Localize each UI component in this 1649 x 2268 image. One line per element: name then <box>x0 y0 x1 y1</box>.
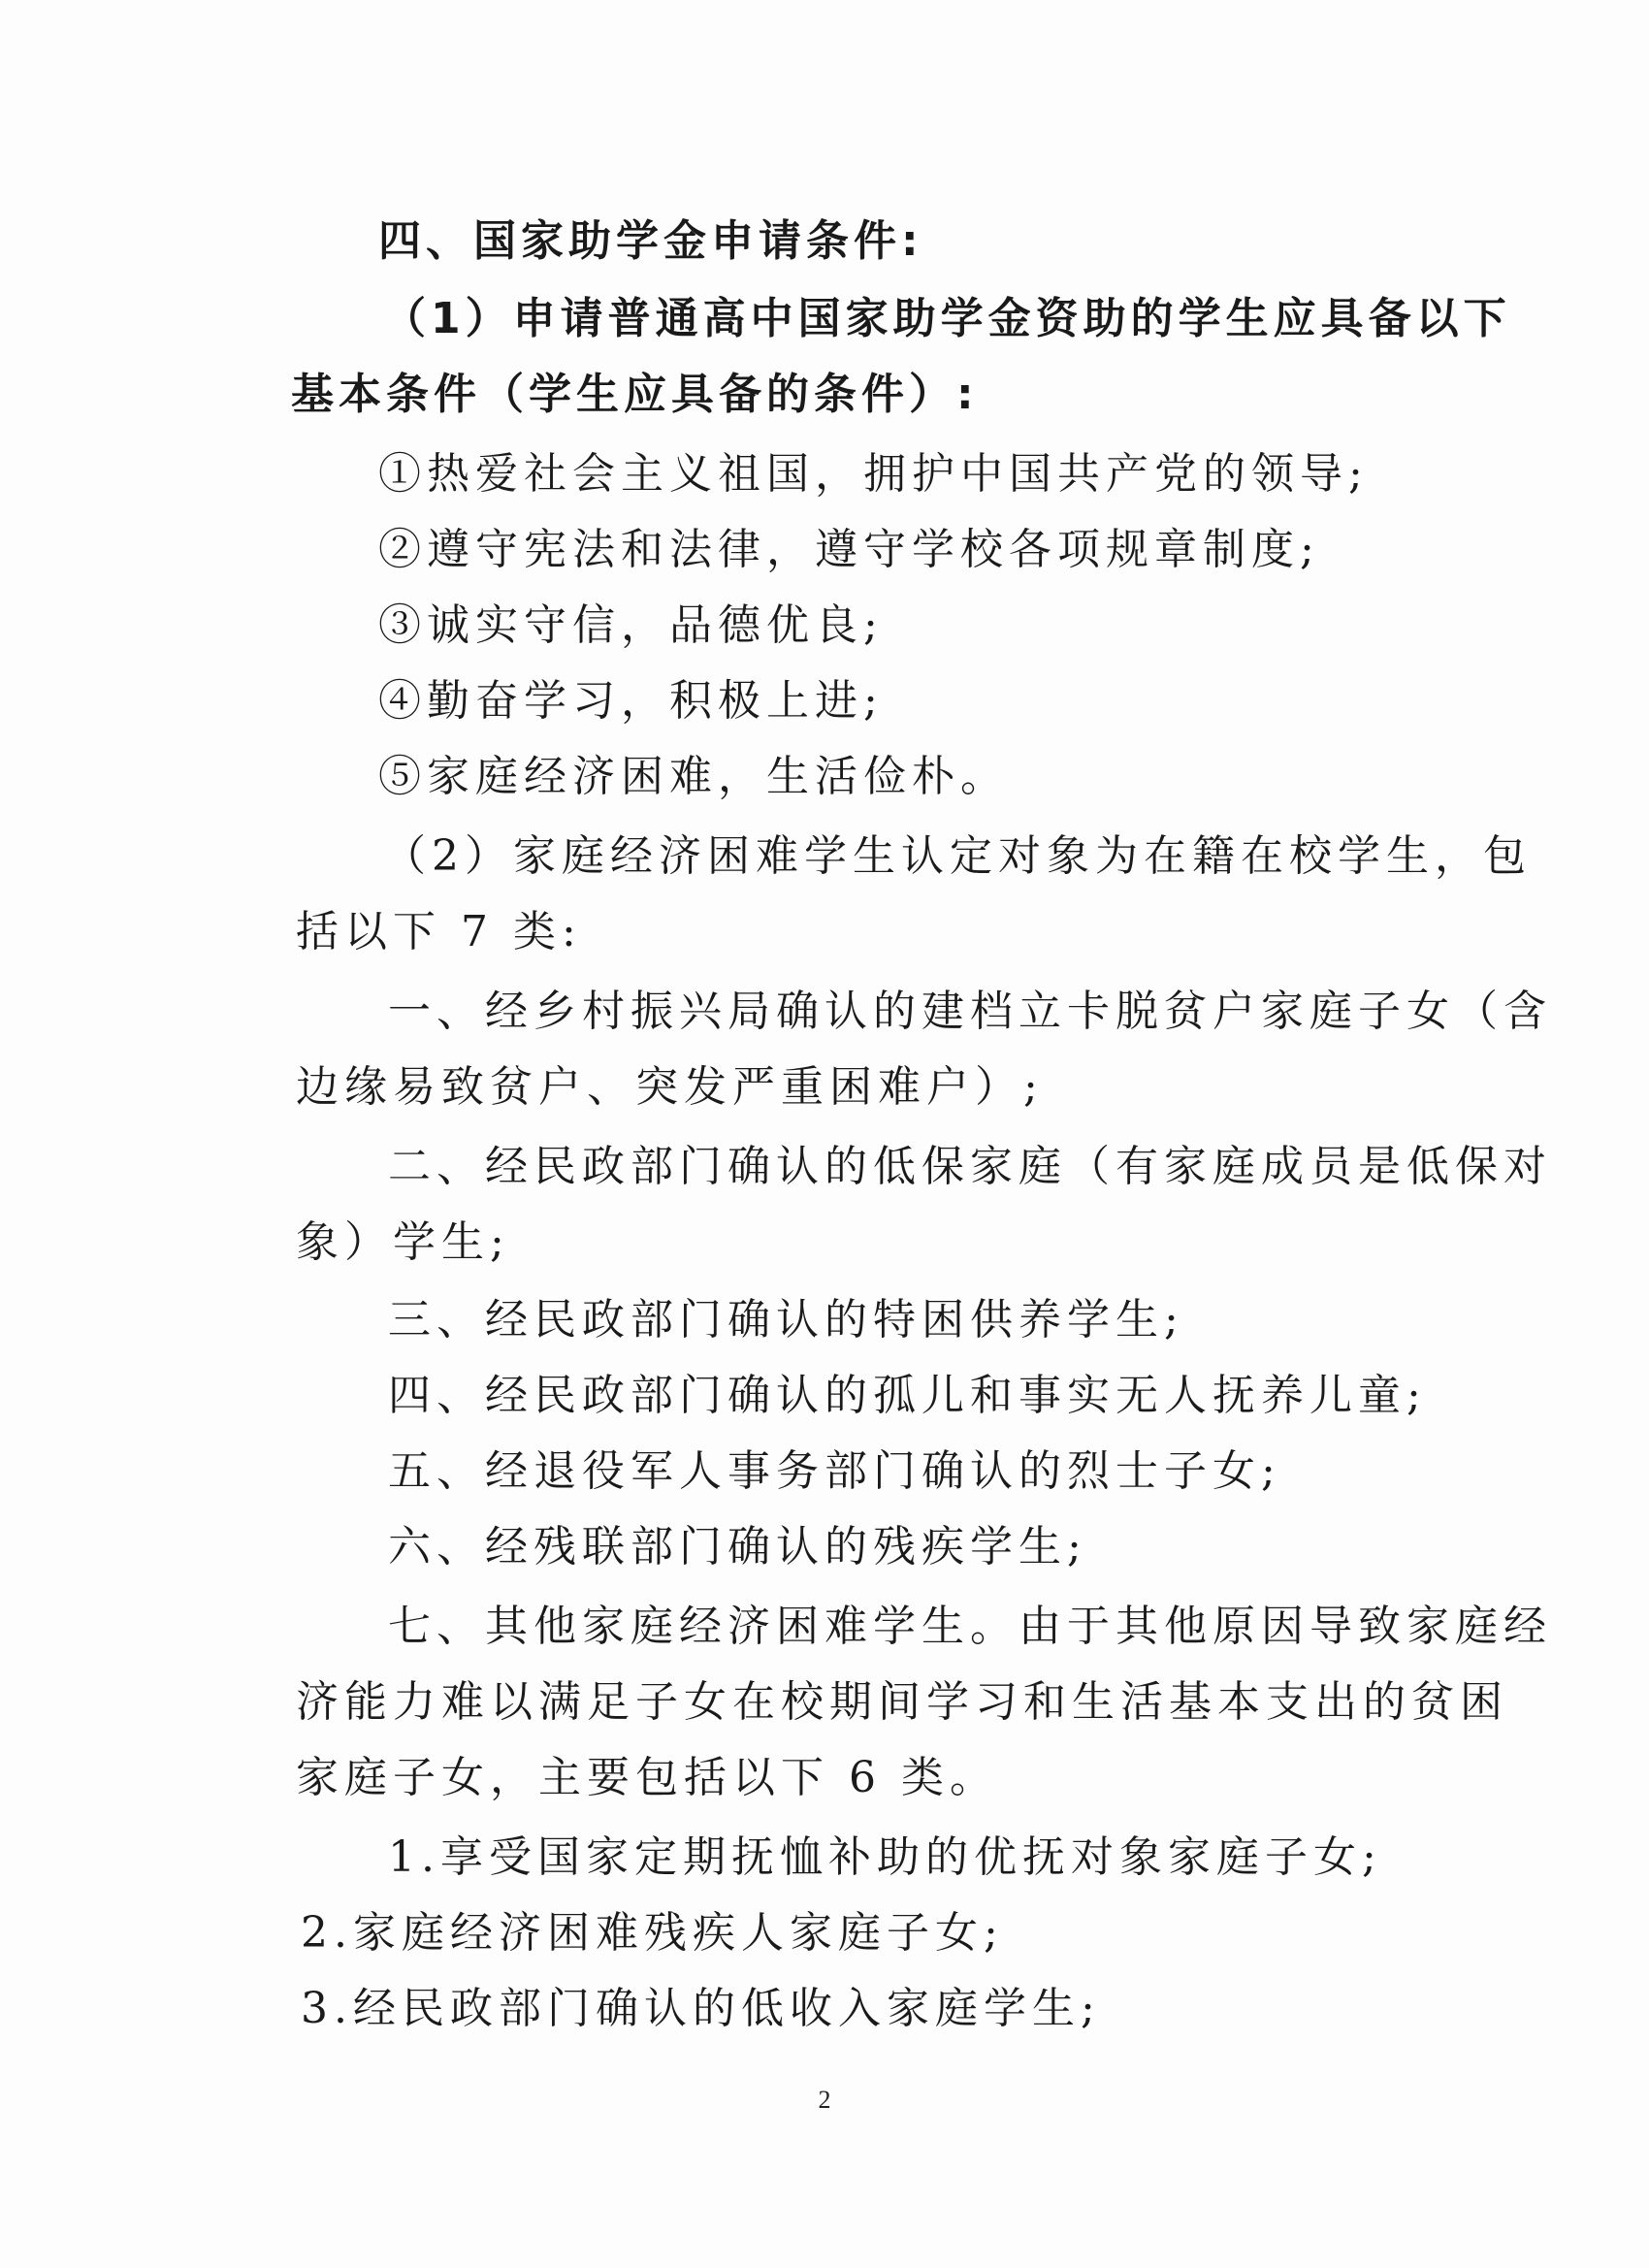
condition-item: ⑤家庭经济困难，生活俭朴。 <box>378 752 1009 801</box>
category-1-line-2: 边缘易致贫户、突发严重困难户）; <box>296 1062 1044 1112</box>
category-7-line-2: 济能力难以满足子女在校期间学习和生活基本支出的贫困 <box>296 1677 1508 1727</box>
section-heading: 四、国家助学金申请条件: <box>378 216 923 266</box>
condition-item: ①热爱社会主义祖国，拥护中国共产党的领导; <box>378 449 1369 499</box>
condition-item: ④勤奋学习，积极上进; <box>378 676 884 726</box>
category-6: 六、经残联部门确认的残疾学生; <box>388 1522 1087 1571</box>
sub-item: 2.家庭经济困难残疾人家庭子女; <box>301 1908 1004 1958</box>
category-3: 三、经民政部门确认的特困供养学生; <box>388 1295 1184 1345</box>
sub-item: 1.享受国家定期抚恤补助的优抚对象家庭子女; <box>388 1832 1382 1882</box>
subsection-1-line-2: 基本条件（学生应具备的条件）: <box>291 370 979 419</box>
category-2-line-2: 象）学生; <box>296 1217 510 1267</box>
category-4: 四、经民政部门确认的孤儿和事实无人抚养儿童; <box>388 1371 1427 1420</box>
category-7-line-3: 家庭子女，主要包括以下 6 类。 <box>296 1753 998 1802</box>
category-5: 五、经退役军人事务部门确认的烈士子女; <box>388 1446 1281 1496</box>
page-number: 2 <box>818 2086 831 2114</box>
category-2-line-1: 二、经民政部门确认的低保家庭（有家庭成员是低保对 <box>388 1142 1552 1191</box>
condition-item: ②遵守宪法和法律，遵守学校各项规章制度; <box>378 525 1320 574</box>
category-1-line-1: 一、经乡村振兴局确认的建档立卡脱贫户家庭子女（含 <box>388 987 1552 1036</box>
subsection-2-line-1: （2）家庭经济困难学生认定对象为在籍在校学生，包 <box>383 831 1532 881</box>
condition-item: ③诚实守信，品德优良; <box>378 600 884 650</box>
sub-item: 3.经民政部门确认的低收入家庭学生; <box>301 1984 1101 2033</box>
category-7-line-1: 七、其他家庭经济困难学生。由于其他原因导致家庭经 <box>388 1602 1552 1651</box>
subsection-1-line-1: （1）申请普通高中国家助学金资助的学生应具备以下 <box>383 294 1511 343</box>
subsection-2-line-2: 括以下 7 类: <box>296 907 582 956</box>
